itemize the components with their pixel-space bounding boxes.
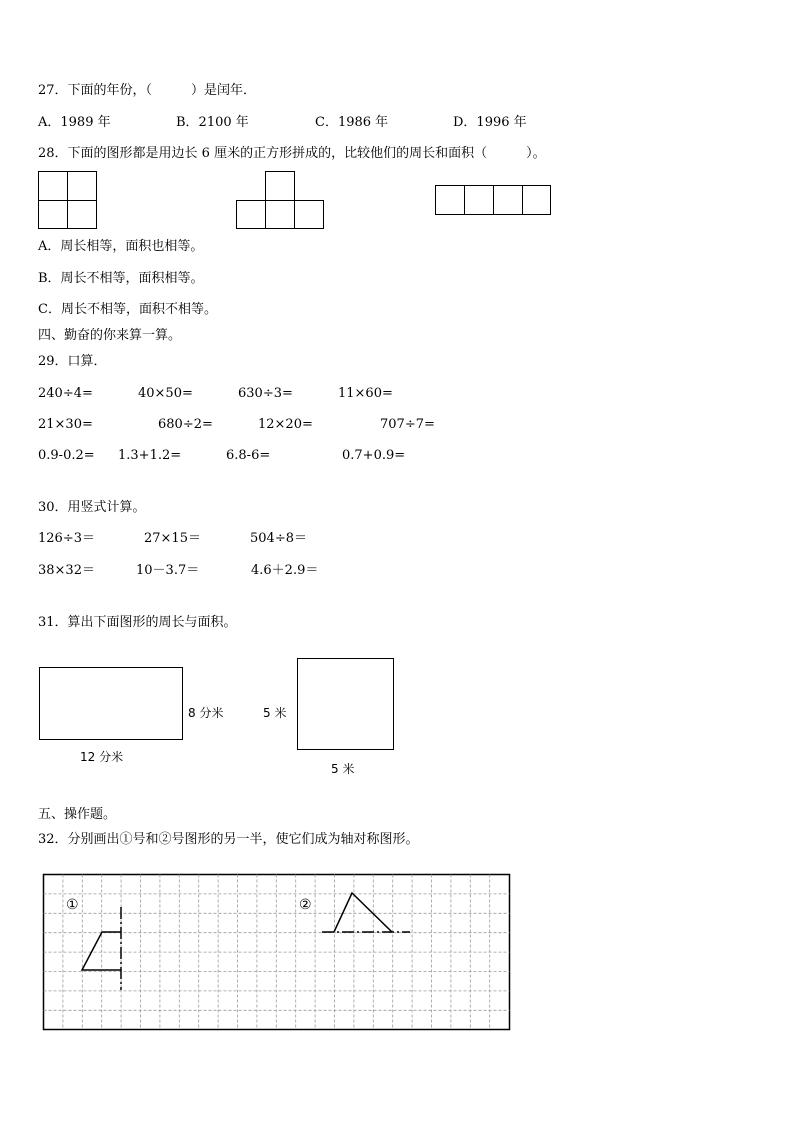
q28-stem: 28．下面的图形都是用边长 6 厘米的正方形拼成的，比较他们的周长和面积（ ）。 — [38, 146, 546, 161]
q29-item: 240÷4= — [38, 386, 93, 401]
section-4-title: 四、勤奋的你来算一算。 — [38, 328, 182, 343]
q30-item: 504÷8＝ — [250, 531, 307, 546]
grid-lines — [44, 875, 510, 1030]
q30-item: 10－3.7＝ — [136, 563, 200, 578]
q29-item: 630÷3= — [238, 386, 293, 401]
rect-width-label: 12 分米 — [80, 750, 124, 764]
q27-stem: 27．下面的年份，（ ）是闰年． — [38, 83, 257, 98]
q29-item: 6.8-6= — [226, 448, 271, 463]
figure-1-marker: ① — [66, 897, 79, 913]
square-side-label: 5 米 — [263, 706, 287, 720]
q32-stem: 32．分别画出①号和②号图形的另一半，使它们成为轴对称图形。 — [38, 832, 419, 847]
q27-option-b: B．2100 年 — [176, 115, 249, 130]
q28-option-a: A．周长相等，面积也相等。 — [38, 239, 204, 254]
q30-item: 4.6＋2.9＝ — [251, 563, 319, 578]
q29-item: 707÷7= — [380, 417, 435, 432]
q29-stem: 29．口算． — [38, 354, 107, 369]
q29-item: 12×20= — [258, 417, 313, 432]
square-bottom-label: 5 米 — [331, 762, 355, 776]
q28-option-b: B．周长不相等，面积相等。 — [38, 271, 204, 286]
q30-item: 38×32＝ — [38, 563, 95, 578]
q28-option-c: C．周长不相等，面积不相等。 — [38, 302, 217, 317]
q29-item: 40×50= — [138, 386, 193, 401]
q30-item: 27×15＝ — [144, 531, 201, 546]
q31-stem: 31．算出下面图形的周长与面积。 — [38, 615, 237, 630]
section-5-title: 五、操作题。 — [38, 807, 117, 822]
q27-option-c: C．1986 年 — [315, 115, 389, 130]
q29-item: 0.7+0.9= — [342, 448, 406, 463]
q29-item: 11×60= — [338, 386, 393, 401]
q30-stem: 30．用竖式计算。 — [38, 500, 146, 515]
q29-item: 1.3+1.2= — [118, 448, 182, 463]
rect-height-label: 8 分米 — [188, 706, 224, 720]
q29-item: 21×30= — [38, 417, 93, 432]
q29-item: 0.9-0.2= — [38, 448, 95, 463]
q27-option-a: A．1989 年 — [38, 115, 111, 130]
q27-option-d: D．1996 年 — [453, 115, 527, 130]
q30-item: 126÷3＝ — [38, 531, 95, 546]
figure-2-marker: ② — [299, 897, 312, 913]
half-shape-2 — [334, 893, 392, 932]
q29-item: 680÷2= — [158, 417, 213, 432]
